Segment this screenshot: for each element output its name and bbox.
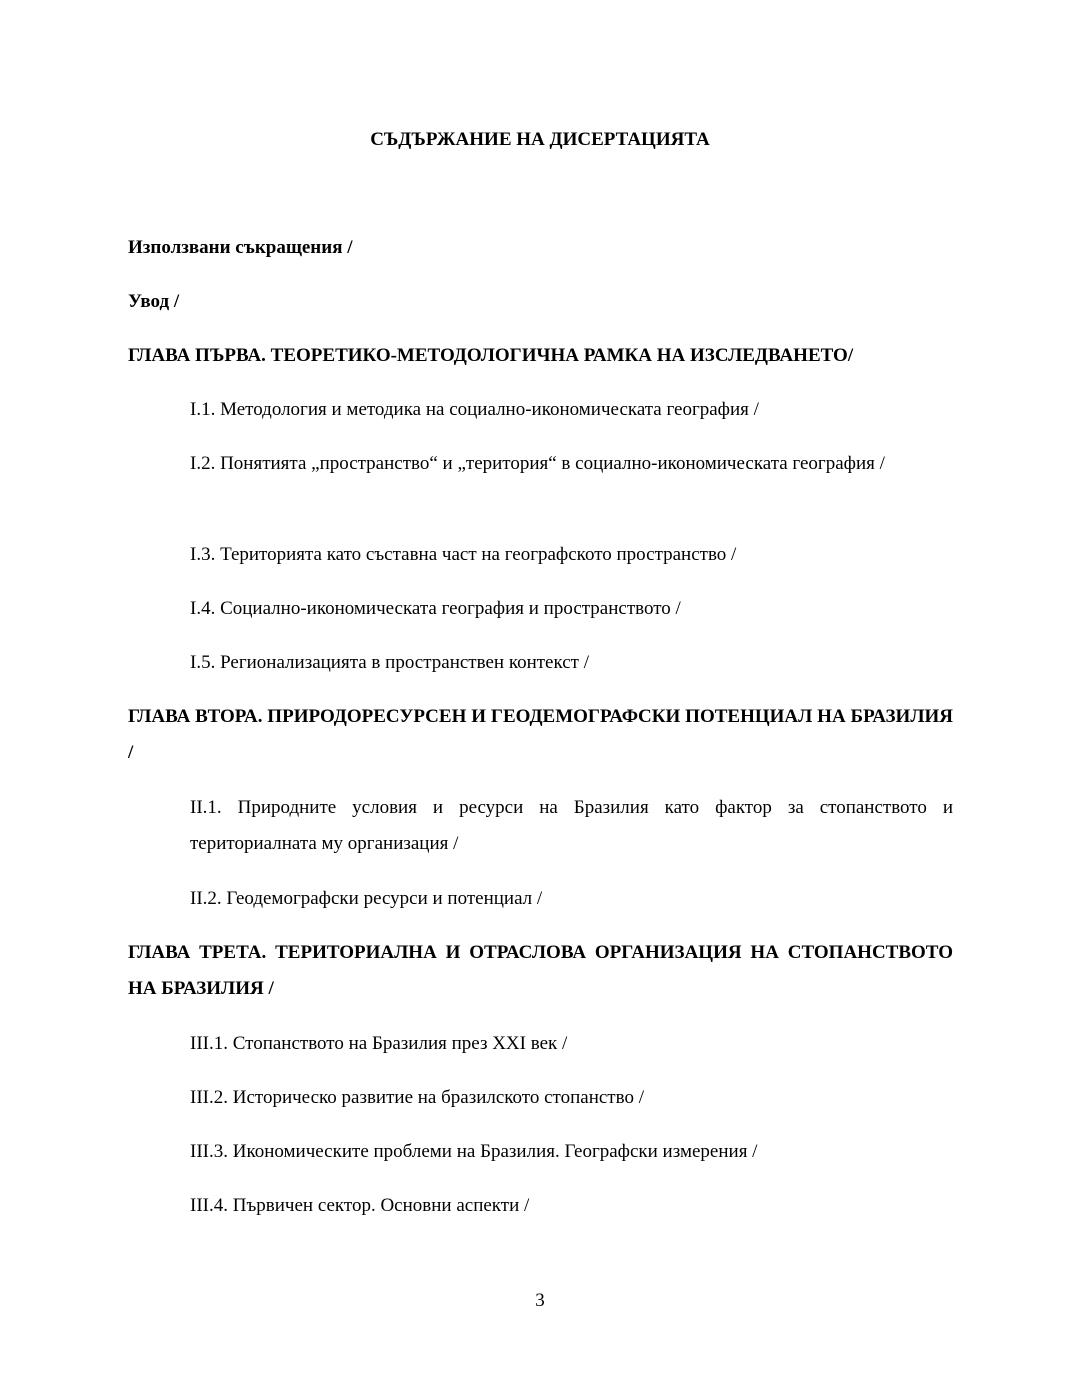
toc-chapter-2: ГЛАВА ВТОРА. ПРИРОДОРЕСУРСЕН И ГЕОДЕМОГРАФСКИ ПОТЕНЦИАЛ НА БРАЗИЛИЯ /	[128, 706, 953, 763]
toc-section-1-4: I.4. Социално-икономическата география и пространството /	[190, 598, 681, 619]
toc-section-1-5: I.5. Регионализацията в пространствен контекст /	[190, 652, 590, 673]
toc-section-3-1: III.1. Стопанството на Бразилия през XXI век /	[190, 1033, 568, 1054]
toc-chapter-1: ГЛАВА ПЪРВА. ТЕОРЕТИКО-МЕТОДОЛОГИЧНА РАМКА НА ИЗСЛЕДВАНЕТО/	[128, 345, 854, 366]
toc-section-1-1: I.1. Методология и методика на социално-икономическата география /	[190, 399, 759, 420]
toc-section-3-3: III.3. Икономическите проблеми на Бразилия. Географски измерения /	[190, 1141, 758, 1162]
toc-section-1-3: I.3. Територията като съставна част на географското пространство /	[190, 544, 737, 565]
page-number: 3	[535, 1290, 545, 1311]
toc-abbreviations: Използвани съкращения /	[128, 237, 353, 258]
toc-introduction: Увод /	[128, 291, 180, 312]
toc-section-3-2: III.2. Историческо развитие на бразилското стопанство /	[190, 1087, 644, 1108]
toc-section-1-2: I.2. Понятията „пространство“ и „територия“ в социално-икономическата география /	[190, 453, 885, 474]
page-title: СЪДЪРЖАНИЕ НА ДИСЕРТАЦИЯТА	[370, 129, 710, 150]
toc-section-2-1: II.1. Природните условия и ресурси на Бразилия като фактор за стопанството и териториалната му организация /	[190, 797, 953, 854]
toc-section-2-2: II.2. Геодемографски ресурси и потенциал /	[190, 888, 543, 909]
toc-section-3-4: III.4. Първичен сектор. Основни аспекти /	[190, 1195, 530, 1216]
toc-chapter-3: ГЛАВА ТРЕТА. ТЕРИТОРИАЛНА И ОТРАСЛОВА ОРГАНИЗАЦИЯ НА СТОПАНСТВОТО НА БРАЗИЛИЯ /	[128, 942, 953, 999]
